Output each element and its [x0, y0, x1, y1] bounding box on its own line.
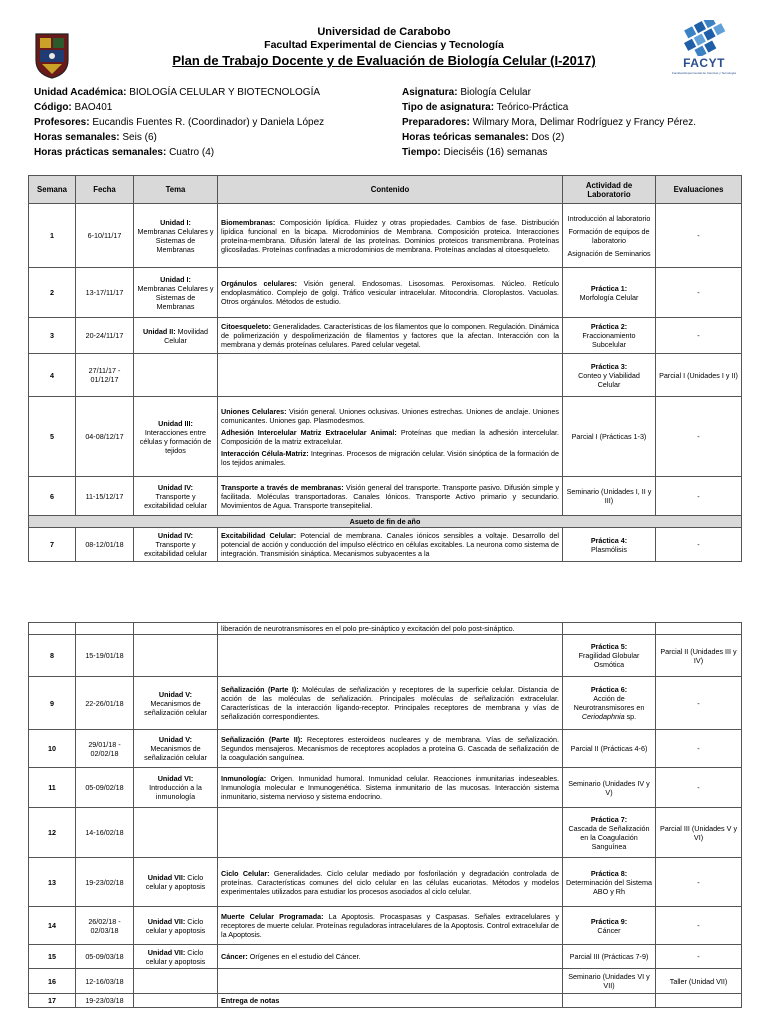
practice-species: Ceriodaphnia [581, 712, 625, 721]
cell-actividad [563, 768, 656, 808]
info-tipo: Tipo de asignatura: Teórico-Práctica [402, 102, 569, 113]
cell-contenido [218, 677, 563, 730]
content-paragraph [221, 735, 559, 762]
table-row [29, 268, 742, 318]
practice-label: Práctica 4: [590, 535, 628, 545]
info-codigo: Código: BAO401 [34, 102, 113, 113]
cell-actividad [563, 268, 656, 318]
content-heading: Excitabilidad Celular: [221, 531, 297, 540]
cell-actividad [563, 858, 656, 907]
content-heading: Biomembranas: [221, 217, 276, 227]
practice-name: Morfología Celular [579, 292, 639, 302]
activity-item: Introducción al laboratorio [567, 213, 651, 223]
content-paragraph [221, 996, 559, 1005]
content-text: Visión general del transporte. Transporte pasivo. Difusión simple y facilitada. Moléculas transportadoras. Canales Iónicos. Transporte Activo primario y secundario. Movimientos de Agua. Transporte transepitelial. [221, 482, 559, 510]
table-row [29, 907, 742, 945]
cell-evaluacion: - [656, 318, 742, 354]
content-heading: Uniones Celulares: [221, 406, 287, 416]
cell-semana: 6 [29, 477, 76, 516]
activity-item: Seminario (Unidades VI y VII) [568, 972, 650, 990]
document-header [0, 26, 768, 69]
info-horas-practicas: Horas prácticas semanales: Cuatro (4) [34, 147, 215, 158]
cell-semana: 8 [29, 635, 76, 677]
cell-tema [134, 768, 218, 808]
activity-item: Asignación de Seminarios [567, 248, 651, 258]
info-horas-semanales: Horas semanales: Seis (6) [34, 132, 157, 143]
info-profesores: Profesores: Eucandis Fuentes R. (Coordinador) y Daniela López [34, 117, 325, 128]
cell-fecha: 12-16/03/18 [76, 969, 134, 994]
tema-unit: Unidad VI: [157, 774, 194, 783]
tema-title: Interacciones entre células y formación de tejidos [139, 427, 212, 455]
cell-semana: 2 [29, 268, 76, 318]
tema-title: Transporte y excitabilidad celular [144, 491, 207, 510]
practice-label: Práctica 3: [590, 361, 628, 371]
schedule-table-continued [28, 622, 742, 1008]
tema-unit: Unidad VII: [147, 873, 186, 882]
cell-fecha: 05-09/02/18 [76, 768, 134, 808]
practice-name: Cascada de Señalización en la Coagulación Sanguínea [568, 823, 650, 851]
cell-evaluacion: - [656, 528, 742, 562]
info-horas-teoricas: Horas teóricas semanales: Dos (2) [402, 132, 565, 143]
cell-contenido [218, 354, 563, 397]
cell-contenido [218, 808, 563, 858]
tema-title: Movilidad Celular [164, 326, 209, 345]
cell-tema [134, 623, 218, 635]
activity-item: Seminario (Unidades IV y V) [568, 778, 650, 797]
facyt-logo-text: FACYT [683, 56, 725, 70]
content-paragraph [221, 869, 559, 896]
content-heading: Entrega de notas [221, 996, 280, 1005]
cell-tema [134, 354, 218, 397]
content-heading: Ciclo Celular: [221, 868, 270, 878]
tema-unit: Unidad V: [158, 735, 193, 744]
cell-tema [134, 969, 218, 994]
practice-label: Práctica 7: [590, 814, 628, 824]
table-row [29, 397, 742, 477]
practice-label: Práctica 5: [590, 642, 628, 651]
table-row [29, 623, 742, 635]
cell-actividad [563, 945, 656, 969]
table-row [29, 808, 742, 858]
cell-evaluacion: - [656, 268, 742, 318]
cell-evaluacion: - [656, 945, 742, 969]
cell-fecha: 20-24/11/17 [76, 318, 134, 354]
tema-unit: Unidad VII: [147, 947, 186, 957]
tema-unit: Unidad I: [160, 217, 191, 227]
header-contenido: Contenido [218, 176, 563, 204]
table-row [29, 677, 742, 730]
cell-evaluacion [656, 623, 742, 635]
tema-unit: Unidad IV: [157, 531, 194, 540]
table-row [29, 477, 742, 516]
table-row [29, 528, 742, 562]
practice-label: Práctica 2: [590, 322, 628, 331]
content-paragraph [221, 531, 559, 558]
practice-label: Práctica 1: [590, 283, 628, 293]
cell-tema [134, 397, 218, 477]
cell-contenido [218, 635, 563, 677]
content-paragraph [221, 218, 559, 254]
cell-contenido [218, 994, 563, 1008]
tema-unit: Unidad VII: [147, 916, 186, 926]
cell-fecha: 22-26/01/18 [76, 677, 134, 730]
cell-evaluacion: - [656, 477, 742, 516]
cell-evaluacion: - [656, 397, 742, 477]
cell-semana: 12 [29, 808, 76, 858]
cell-semana: 3 [29, 318, 76, 354]
page-gap [0, 582, 768, 616]
table-row [29, 354, 742, 397]
tema-unit: Unidad I: [160, 274, 191, 284]
content-paragraph [221, 407, 559, 425]
tema-title: Introducción a la inmunología [149, 783, 202, 801]
content-paragraph [221, 483, 559, 510]
cell-evaluacion: Taller (Unidad VII) [656, 969, 742, 994]
cell-fecha: 6-10/11/17 [76, 204, 134, 268]
cell-evaluacion: - [656, 768, 742, 808]
cell-tema [134, 528, 218, 562]
content-heading: Adhesión Intercelular Matriz Extracelular Animal: [221, 427, 397, 437]
cell-actividad [563, 528, 656, 562]
cell-evaluacion: - [656, 677, 742, 730]
practice-name: Determinación del Sistema ABO y Rh [566, 877, 652, 896]
info-tiempo: Tiempo: Dieciséis (16) semanas [402, 147, 548, 158]
cell-fecha: 08-12/01/18 [76, 528, 134, 562]
content-text: La Apoptosis. Procaspasas y Caspasas. Señales extracelulares y receptores de muerte celular. Proteínas reguladoras intracelulares de la Apoptosis. Control extracelular de la Apoptosis. [221, 912, 559, 939]
tema-unit: Unidad III: [158, 418, 193, 428]
break-row-label: Asueto de fin de año [29, 516, 742, 528]
content-text: liberación de neurotransmisores en el polo pre-sináptico y excitación del polo post-sináptico. [221, 624, 515, 633]
practice-label: Práctica 9: [590, 916, 628, 926]
cell-fecha: 05-09/03/18 [76, 945, 134, 969]
content-paragraph [221, 279, 559, 306]
cell-contenido [218, 204, 563, 268]
cell-contenido [218, 528, 563, 562]
info-preparadores: Preparadores: Wilmary Mora, Delimar Rodríguez y Francy Pérez. [402, 117, 696, 128]
document-page-2 [0, 616, 768, 1024]
content-heading: Señalización (Parte I): [221, 685, 299, 694]
cell-semana: 13 [29, 858, 76, 907]
activity-item: Parcial III (Prácticas 7-9) [569, 952, 649, 961]
table-row [29, 945, 742, 969]
cell-fecha: 26/02/18 - 02/03/18 [76, 907, 134, 945]
content-paragraph [221, 624, 559, 633]
practice-name: Fragilidad Globular Osmótica [578, 651, 640, 669]
tema-title: Mecanismos de señalización celular [144, 744, 207, 762]
header-actividad: Actividad de Laboratorio [563, 176, 656, 204]
practice-name: Plasmólisis [591, 544, 627, 554]
cell-evaluacion [656, 994, 742, 1008]
cell-semana: 11 [29, 768, 76, 808]
cell-tema [134, 945, 218, 969]
cell-contenido [218, 623, 563, 635]
cell-fecha: 27/11/17 - 01/12/17 [76, 354, 134, 397]
content-text: Proteínas que median la adhesión intercelular. Composición de la matriz extracelular. [221, 427, 559, 446]
cell-actividad [563, 677, 656, 730]
cell-semana: 17 [29, 994, 76, 1008]
facyt-logo-subtext: Facultad Experimental de Ciencias y Tecnología [672, 71, 736, 75]
content-heading: Muerte Celular Programada: [221, 912, 324, 921]
cell-tema [134, 677, 218, 730]
practice-label: Práctica 6: [590, 685, 628, 694]
content-text: Potencial de membrana. Canales iónicos sensibles a voltaje. Desarrollo del potencial de acción y conducción del impulso eléctrico en células excitables. La neurona como sistema de integración. Transmisión sináptica. Mecanismos subyacentes a la [221, 531, 559, 558]
header-fecha: Fecha [76, 176, 134, 204]
cell-actividad [563, 318, 656, 354]
cell-tema [134, 318, 218, 354]
cell-contenido [218, 945, 563, 969]
cell-tema [134, 730, 218, 768]
content-heading: Cáncer: [221, 952, 248, 961]
cell-tema [134, 808, 218, 858]
table-row [29, 768, 742, 808]
break-row [29, 516, 742, 528]
activity-item: Parcial II (Prácticas 4-6) [570, 744, 648, 753]
cell-evaluacion: - [656, 730, 742, 768]
header-evaluaciones: Evaluaciones [656, 176, 742, 204]
cell-contenido [218, 730, 563, 768]
cell-actividad [563, 907, 656, 945]
content-text: Moléculas de señalización y receptores de la superficie celular. Distancia de acción de las moléculas de señalización. Principales moléculas de señalización extracelular. Características de la interacción ligando-receptor. Principales receptores de membrana y vías de señalización correspondientes. [221, 685, 559, 721]
tema-unit: Unidad IV: [157, 482, 194, 492]
content-paragraph [221, 952, 559, 961]
info-asignatura: Asignatura: Biología Celular [402, 87, 531, 98]
practice-label: Práctica 8: [590, 868, 628, 878]
cell-evaluacion: - [656, 858, 742, 907]
cell-contenido [218, 768, 563, 808]
content-paragraph [221, 449, 559, 467]
table-row [29, 730, 742, 768]
cell-actividad [563, 477, 656, 516]
cell-evaluacion: Parcial II (Unidades III y IV) [656, 635, 742, 677]
schedule-table [28, 175, 742, 562]
cell-semana: 7 [29, 528, 76, 562]
cell-actividad [563, 354, 656, 397]
info-unidad: Unidad Académica: BIOLOGÍA CELULAR Y BIOTECNOLOGÍA [34, 87, 321, 98]
table-row [29, 318, 742, 354]
course-info-left [34, 85, 324, 160]
practice-species-tail: sp. [624, 712, 637, 721]
cell-contenido [218, 969, 563, 994]
cell-fecha: 29/01/18 - 02/02/18 [76, 730, 134, 768]
content-heading: Inmunología: [221, 774, 267, 783]
cell-semana: 16 [29, 969, 76, 994]
content-text: Orígenes en el estudio del Cáncer. [247, 952, 361, 961]
tema-title: Membranas Celulares y Sistemas de Membranas [137, 226, 214, 254]
content-paragraph [221, 774, 559, 801]
cell-fecha: 19-23/02/18 [76, 858, 134, 907]
table-row [29, 635, 742, 677]
cell-semana: 15 [29, 945, 76, 969]
cell-fecha: 19-23/03/18 [76, 994, 134, 1008]
document-title: Plan de Trabajo Docente y de Evaluación de Biología Celular (I-2017) [172, 53, 596, 68]
content-text: Integrinas. Procesos de migración celular. Visión sinóptica de la formación de los tejidos animales. [221, 448, 560, 467]
content-text: Origen. Inmunidad humoral. Inmunidad celular. Reacciones inmunitarias indeseables. Inmunología molecular e Inmunogenética. Sistema inmunitario de las mucosas. Interacción sistema inmunitario, sistema nervioso y sistema endocrino. [221, 774, 559, 801]
tema-title: Transporte y excitabilidad celular [144, 540, 207, 558]
cell-evaluacion: - [656, 204, 742, 268]
cell-fecha [76, 623, 134, 635]
table-row [29, 858, 742, 907]
cell-contenido [218, 397, 563, 477]
cell-semana: 14 [29, 907, 76, 945]
tema-title: Ciclo celular y apoptosis [145, 873, 206, 891]
cell-fecha: 14-16/02/18 [76, 808, 134, 858]
cell-fecha: 11-15/12/17 [76, 477, 134, 516]
content-heading: Citoesqueleto: [221, 322, 271, 331]
content-heading: Interacción Célula-Matriz: [221, 448, 309, 458]
cell-semana [29, 623, 76, 635]
course-info-right [402, 85, 696, 160]
facyt-logo [670, 20, 738, 80]
practice-name: Fraccionamiento Subcelular [582, 331, 636, 349]
content-text: Generalidades. Ciclo celular mediado por fosforilación y degradación controlada de proteínas. Características comunes del ciclo celular en las células eucariotas. Métodos y modelos experimentales utilizados para estudiar los procesos asociados al ciclo celular. [221, 868, 559, 896]
cell-actividad [563, 397, 656, 477]
practice-name: Acción de Neurotransmisores en [573, 694, 645, 712]
tema-unit: Unidad V: [158, 689, 193, 699]
table-row [29, 969, 742, 994]
cell-fecha: 15-19/01/18 [76, 635, 134, 677]
table-row [29, 204, 742, 268]
tema-title: Ciclo celular y apoptosis [145, 947, 206, 966]
cell-evaluacion: Parcial I (Unidades I y II) [656, 354, 742, 397]
tema-title: Mecanismos de señalización celular [144, 698, 207, 717]
cell-evaluacion: Parcial III (Unidades V y VI) [656, 808, 742, 858]
content-text: Receptores esteroideos nucleares y de membrana. Vías de señalización. Segundos mensajeros. Mecanismos de receptores acoplados a proteína G. Cascada de señalización de la coagulación sanguínea. [221, 735, 560, 762]
cell-evaluacion: - [656, 907, 742, 945]
content-heading: Señalización (Parte II): [221, 735, 303, 744]
cell-semana: 5 [29, 397, 76, 477]
table-header-row [29, 176, 742, 204]
content-text: Visión general. Uniones oclusivas. Uniones estrechas. Uniones de anclaje. Uniones comunicantes. Uniones gap. Plasmodesmos. [221, 406, 560, 425]
cell-actividad [563, 994, 656, 1008]
content-paragraph [221, 428, 559, 446]
cell-tema [134, 907, 218, 945]
cell-actividad [563, 808, 656, 858]
content-text: Generalidades. Características de los filamentos que lo componen. Regulación. Dinámica de polimerización y despolimerización de filamentos y factores que la afectan. Interacción con la membrana y demás proteínas celulares. Pared celular vegetal. [221, 322, 559, 349]
cell-contenido [218, 477, 563, 516]
facyt-logo-icon [670, 20, 738, 56]
cell-tema [134, 268, 218, 318]
cell-contenido [218, 858, 563, 907]
cell-tema [134, 204, 218, 268]
activity-item: Seminario (Unidades I, II y III) [566, 487, 652, 505]
cell-contenido [218, 907, 563, 945]
content-text: Composición lipídica. Fluidez y otras propiedades. Cambios de fase. Distribución lipídica funcional en la bicapa. Microdominios de Membrana. Composición proteica. Interacciones proteína-membrana. Difusión lateral de las proteínas. Dominios proteicos transmembrana. Proteínas glicosiladas. Proteínas confinadas a microdominios de membrana. Proteínas ancladas al citoesqueleto. [221, 217, 559, 254]
practice-name: Cáncer [597, 925, 621, 935]
tema-title: Membranas Celulares y Sistemas de Membranas [137, 283, 214, 311]
cell-semana: 9 [29, 677, 76, 730]
header-tema: Tema [134, 176, 218, 204]
cell-tema [134, 858, 218, 907]
header-semana: Semana [29, 176, 76, 204]
cell-actividad [563, 730, 656, 768]
content-paragraph [221, 685, 559, 721]
cell-tema [134, 994, 218, 1008]
cell-semana: 10 [29, 730, 76, 768]
content-paragraph [221, 912, 559, 939]
cell-contenido [218, 268, 563, 318]
content-paragraph [221, 322, 559, 349]
activity-item: Formación de equipos de laboratorio [568, 226, 650, 245]
content-heading: Transporte a través de membranas: [221, 482, 344, 492]
tema-unit: Unidad II: [142, 326, 176, 336]
cell-contenido [218, 318, 563, 354]
content-text: Visión general. Endosomas. Lisosomas. Peroxisomas. Núcleo. Retículo endoplasmático. Complejo de golgi. Tráfico vesicular intracelular. Mitocondria. Cloroplastos. Vacuolas. Otros orgánulos. Métodos de estudio. [221, 279, 560, 306]
university-name: Universidad de Carabobo [317, 26, 451, 38]
cell-semana: 4 [29, 354, 76, 397]
cell-semana: 1 [29, 204, 76, 268]
cell-actividad [563, 969, 656, 994]
cell-tema [134, 635, 218, 677]
cell-actividad [563, 635, 656, 677]
table-row [29, 994, 742, 1008]
tema-title: Ciclo celular y apoptosis [145, 916, 206, 935]
practice-name: Conteo y Viabilidad Celular [578, 370, 640, 389]
cell-fecha: 04-08/12/17 [76, 397, 134, 477]
activity-item: Parcial I (Prácticas 1-3) [571, 432, 647, 441]
content-heading: Orgánulos celulares: [221, 279, 298, 288]
cell-actividad [563, 204, 656, 268]
cell-actividad [563, 623, 656, 635]
faculty-name: Facultad Experimental de Ciencias y Tecnología [264, 39, 504, 51]
cell-tema [134, 477, 218, 516]
cell-fecha: 13-17/11/17 [76, 268, 134, 318]
